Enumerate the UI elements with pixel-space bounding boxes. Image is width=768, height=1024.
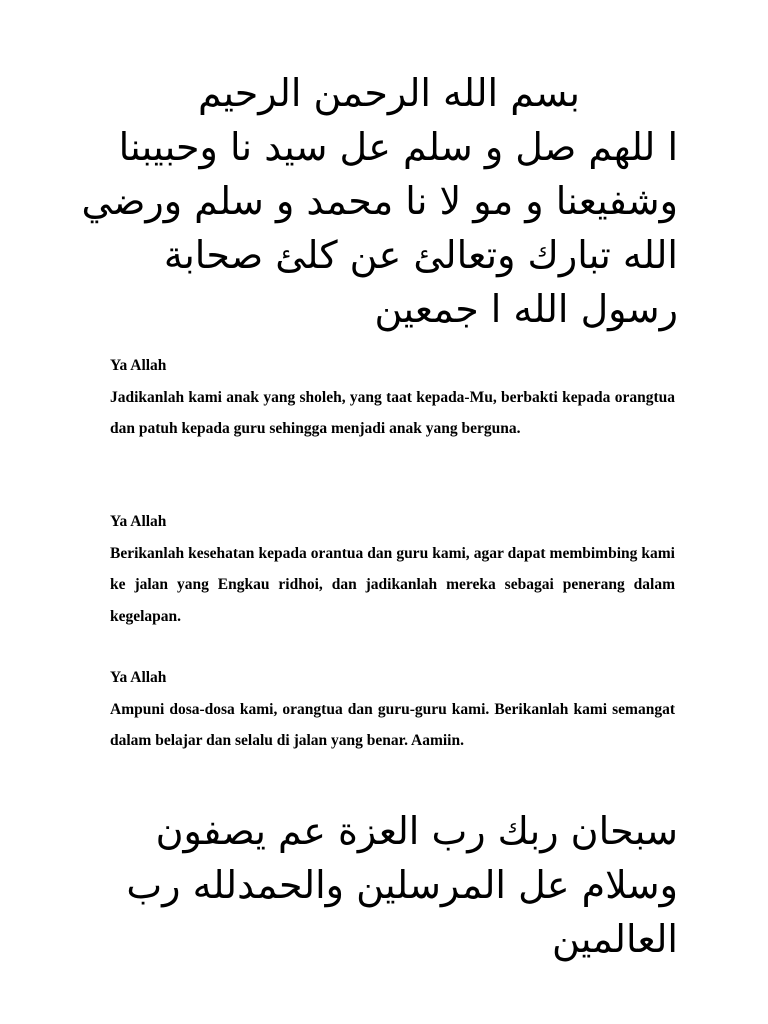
opening-dua [81,66,678,336]
opening-dua-line: وشفيعنا و مو لا نا محمد و سلم ورضي [81,179,678,223]
prayer-heading: Ya Allah [110,513,167,530]
prayer-text: Ampuni dosa-dosa kami, orangtua dan guru-guru kami. Berikanlah kami semangat dalam belajar dan selalu di jalan yang benar. Aamiin. [110,700,675,749]
opening-dua-line: ا للهم صل و سلم عل سيد نا وحبيبنا [118,125,678,169]
closing-dua [100,804,678,966]
prayer-text: Jadikanlah kami anak yang sholeh, yang taat kepada-Mu, berbakti kepada orangtua dan patuh kepada guru sehingga menjadi anak yang berguna. [110,388,675,437]
closing-dua-line: العالمين [552,917,678,961]
closing-dua-line: وسلام عل المرسلين والحمدلله رب [126,863,678,907]
prayer-paragraph [110,506,675,632]
prayer-paragraph [110,662,675,757]
prayer-heading: Ya Allah [110,669,167,686]
prayer-text: Berikanlah kesehatan kepada orantua dan guru kami, agar dapat membimbing kami ke jalan yang Engkau ridhoi, dan jadikanlah mereka sebagai penerang dalam kegelapan. [110,544,675,625]
opening-dua-line: الله تبارك وتعالئ عن كلئ صحابة [163,233,678,277]
prayer-paragraph [110,350,675,445]
prayer-heading: Ya Allah [110,357,167,374]
closing-dua-line: سبحان ربك رب العزة عم يصفون [155,809,678,853]
basmala-line: بسم الله الرحمن الرحيم [198,71,580,115]
opening-dua-line: رسول الله ا جمعين [374,287,678,331]
